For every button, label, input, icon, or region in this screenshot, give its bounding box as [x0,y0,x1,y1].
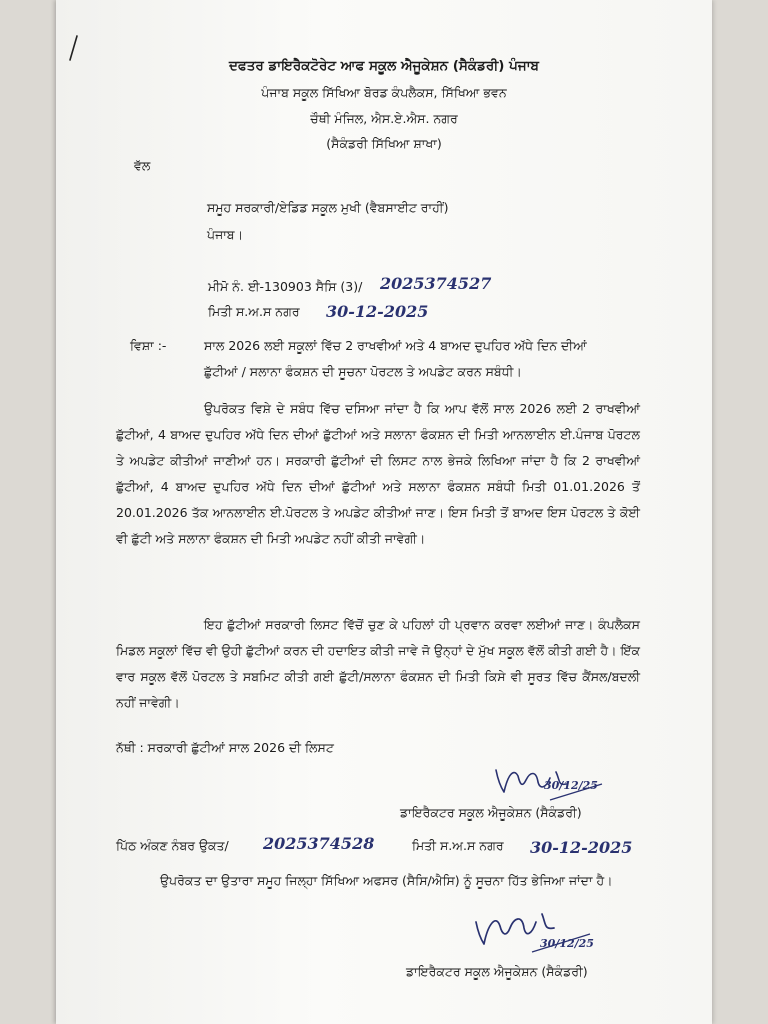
signature-2-date: 30/12/25 [540,937,594,950]
office-branch: (ਸੈਕੰਡਰੀ ਸਿੱਖਿਆ ਸ਼ਾਖਾ) [326,136,442,151]
recipient-line2: ਪੰਜਾਬ। [207,227,244,242]
subject-line2: ਛੁੱਟੀਆਂ / ਸਲਾਨਾ ਫੰਕਸ਼ਨ ਦੀ ਸੂਚਨਾ ਪੋਰਟਲ ਤੇ ਅਪਡੇਟ ਕਰਨ ਸਬੰਧੀ। [204,364,522,379]
body-paragraph-1: ਉਪਰੋਕਤ ਵਿਸ਼ੇ ਦੇ ਸਬੰਧ ਵਿੱਚ ਦਸਿਆ ਜਾਂਦਾ ਹੈ ਕਿ ਆਪ ਵੱਲੋਂ ਸਾਲ 2026 ਲਈ 2 ਰਾਖਵੀਆਂ ਛੁੱਟੀਆਂ, 4 ਬਾਅਦ ਦੁਪਹਿਰ ਅੱਧੇ ਦਿਨ ਦੀਆਂ ਛੁੱਟੀਆਂ ਅਤੇ ਸਲਾਨਾ ਫੰਕਸ਼ਨ ਦੀ ਮਿਤੀ ਆਨਲਾਈਨ ਈ.ਪੰਜਾਬ ਪੋਰਟਲ ਤੇ ਅਪਡੇਟ ਕੀਤੀਆਂ ਜਾਣੀਆਂ ਹਨ। ਸਰਕਾਰੀ ਛੁੱਟੀਆਂ ਦੀ ਲਿਸਟ ਨਾਲ ਭੇਜਕੇ ਲਿਖਿਆ ਜਾਂਦਾ ਹੈ ਕਿ 2 ਰਾਖਵੀਆਂ ਛੁੱਟੀਆਂ, 4 ਬਾਅਦ ਦੁਪਹਿਰ ਅੱਧੇ ਦਿਨ ਦੀਆਂ ਛੁੱਟੀਆਂ ਅਤੇ ਸਲਾਨਾ ਫੰਕਸ਼ਨ ਸਬੰਧੀ ਮਿਤੀ 01.01.2026 ਤੋਂ 20.01.2026 ਤੱਕ ਆਨਲਾਈਨ ਈ.ਪੋਰਟਲ ਤੇ ਅਪਡੇਟ ਕੀਤੀਆਂ ਜਾਣ। ਇਸ ਮਿਤੀ ਤੋਂ ਬਾਅਦ ਇਸ ਪੋਰਟਲ ਤੇ ਕੋਈ ਵੀ ਛੁੱਟੀ ਅਤੇ ਸਲਾਨਾ ਫੰਕਸ਼ਨ ਦੀ ਮਿਤੀ ਅਪਡੇਟ ਨਹੀਂ ਕੀਤੀ ਜਾਵੇਗੀ। [116,401,640,546]
endorsement-number: 2025374528 [263,834,375,853]
office-address-line2: ਚੌਥੀ ਮੰਜਿਲ, ਐਸ.ਏ.ਐਸ. ਨਗਰ [310,111,458,126]
office-name: ਦਫਤਰ ਡਾਇਰੈਕਟੋਰੇਟ ਆਫ ਸਕੂਲ ਐਜੂਕੇਸ਼ਨ (ਸੈਕੰਡਰੀ) ਪੰਜਾਬ [229,58,539,74]
recipient-line1: ਸਮੂਹ ਸਰਕਾਰੀ/ਏਡਿਡ ਸਕੂਲ ਮੁਖੀ (ਵੈਬਸਾਈਟ ਰਾਹੀਂ) [207,200,449,215]
signature-1-title: ਡਾਇਰੈਕਟਰ ਸਕੂਲ ਐਜੂਕੇਸ਼ਨ (ਸੈਕੰਡਰੀ) [400,805,582,820]
pen-mark [66,34,80,62]
to-label: ਵੱਲ [134,158,151,173]
signature-1-date: 30/12/25 [544,779,598,792]
memo-date-label: ਮਿਤੀ ਸ.ਅ.ਸ ਨਗਰ [208,304,300,319]
memo-label: ਮੀਮੋ ਨੰ. ਈ-130903 ਸੈਸਿ (3)/ [208,279,363,294]
subject-label: ਵਿਸ਼ਾ :- [130,338,167,353]
subject-line1: ਸਾਲ 2026 ਲਈ ਸਕੂਲਾਂ ਵਿੱਚ 2 ਰਾਖਵੀਆਂ ਅਤੇ 4 ਬਾਅਦ ਦੁਪਹਿਰ ਅੱਧੇ ਦਿਨ ਦੀਆਂ [204,338,587,353]
endorsement-date: 30-12-2025 [530,838,633,857]
memo-number: 2025374527 [380,274,492,293]
endorsement-label: ਪਿੱਠ ਅੰਕਣ ਨੰਬਰ ਉਕਤ/ [116,838,229,853]
body-paragraph-2: ਇਹ ਛੁੱਟੀਆਂ ਸਰਕਾਰੀ ਲਿਸਟ ਵਿੱਚੋਂ ਚੁਣ ਕੇ ਪਹਿਲਾਂ ਹੀ ਪ੍ਰਵਾਨ ਕਰਵਾ ਲਈਆਂ ਜਾਣ। ਕੰਪਲੈਕਸ ਮਿਡਲ ਸਕੂਲਾਂ ਵਿੱਚ ਵੀ ਉਹੀ ਛੁੱਟੀਆਂ ਕਰਨ ਦੀ ਹਦਾਇਤ ਕੀਤੀ ਜਾਵੇ ਜੋ ਉਨ੍ਹਾਂ ਦੇ ਮੁੱਖ ਸਕੂਲ ਵੱਲੋਂ ਕੀਤੀ ਗਈ ਹੈ। ਇੱਕ ਵਾਰ ਸਕੂਲ ਵੱਲੋਂ ਪੋਰਟਲ ਤੇ ਸਬਮਿਟ ਕੀਤੀ ਗਈ ਛੁੱਟੀ/ਸਲਾਨਾ ਫੰਕਸ਼ਨ ਦੀ ਮਿਤੀ ਕਿਸੇ ਵੀ ਸੂਰਤ ਵਿੱਚ ਕੈਂਸਲ/ਬਦਲੀ ਨਹੀਂ ਜਾਵੇਗੀ। [116,617,640,710]
endorsement-date-label: ਮਿਤੀ ਸ.ਅ.ਸ ਨਗਰ [412,838,504,853]
memo-date: 30-12-2025 [326,302,429,321]
signature-2-title: ਡਾਇਰੈਕਟਰ ਸਕੂਲ ਐਜੂਕੇਸ਼ਨ (ਸੈਕੰਡਰੀ) [406,964,588,979]
attachment-note: ਨੱਥੀ : ਸਰਕਾਰੀ ਛੁੱਟੀਆਂ ਸਾਲ 2026 ਦੀ ਲਿਸਟ [116,740,334,755]
office-address-line1: ਪੰਜਾਬ ਸਕੂਲ ਸਿੱਖਿਆ ਬੋਰਡ ਕੰਪਲੈਕਸ, ਸਿੱਖਿਆ ਭਵਨ [261,85,507,100]
endorsement-text: ਉਪਰੋਕਤ ਦਾ ਉਤਾਰਾ ਸਮੂਹ ਜਿਲ੍ਹਾ ਸਿੱਖਿਆ ਅਫਸਰ (ਸੈਸਿ/ਐਸਿ) ਨੂੰ ਸੂਚਨਾ ਹਿੱਤ ਭੇਜਿਆ ਜਾਂਦਾ ਹੈ। [160,873,613,888]
